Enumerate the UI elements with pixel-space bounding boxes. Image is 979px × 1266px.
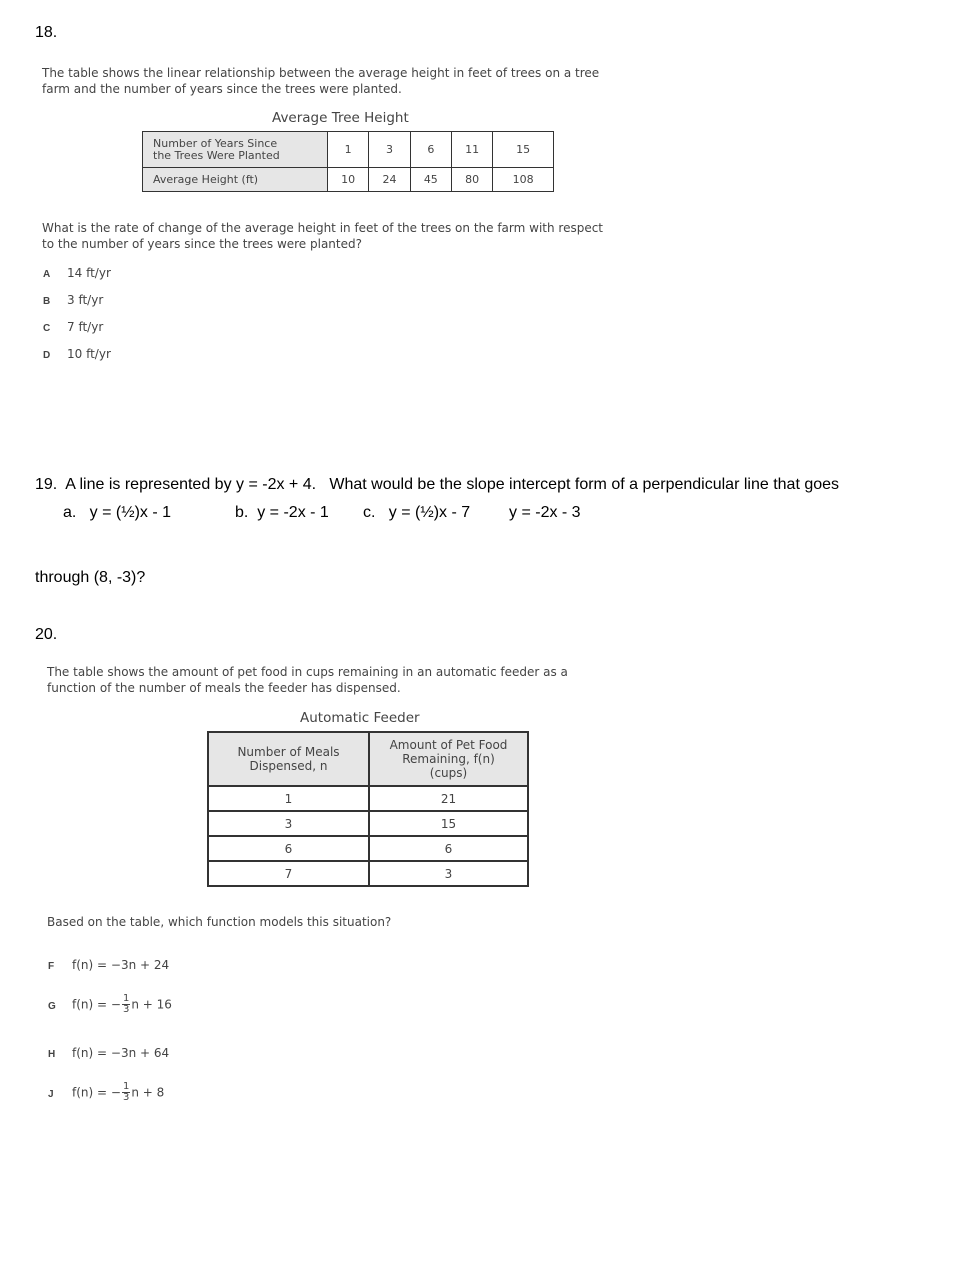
years-header-line1: Number of Years Since — [153, 136, 278, 150]
food-column-header — [369, 732, 528, 786]
option-text: 7 ft/yr — [67, 320, 104, 334]
q18-prompt-line1: The table shows the linear relationship between the average height in feet of trees on a tree — [42, 66, 600, 80]
q19-line1: 19. A line is represented by y = -2x + 4. What would be the slope intercept form of a perpendicular line that goes — [35, 476, 840, 493]
years-row — [143, 132, 554, 168]
fraction-denominator: 3 — [122, 1092, 130, 1103]
option-text: 3 ft/yr — [67, 293, 104, 307]
option-rest: + 64 — [136, 1046, 170, 1060]
table-row — [208, 786, 528, 811]
food-header-line1: Amount of Pet Food — [389, 738, 508, 752]
option-coefficient: −3n — [110, 1046, 137, 1060]
q20-number: 20. — [35, 626, 58, 643]
table-row — [208, 836, 528, 861]
years-row-header — [143, 132, 328, 168]
q20-table-title: Automatic Feeder — [300, 710, 420, 726]
option-lhs: f(n) = — [72, 1046, 111, 1060]
heights-row — [143, 168, 554, 192]
food-cell: 21 — [369, 786, 528, 811]
option-letter: J — [48, 1088, 54, 1100]
year-cell: 11 — [451, 132, 492, 168]
q18-option[interactable] — [43, 264, 111, 282]
option-coefficient: −3n — [110, 958, 137, 972]
fraction-numerator: 1 — [122, 1081, 130, 1092]
option-lhs: f(n) = — [72, 958, 111, 972]
option-letter: F — [48, 961, 55, 972]
meals-cell: 7 — [208, 861, 369, 886]
fraction-denominator: 3 — [122, 1004, 130, 1015]
year-cell: 1 — [328, 132, 369, 168]
option-letter: C — [43, 323, 51, 334]
height-cell: 10 — [328, 168, 369, 192]
meals-column-header — [208, 732, 369, 786]
feeder-table — [207, 731, 529, 887]
option-lhs: f(n) = − — [72, 997, 121, 1012]
option-text: 10 ft/yr — [67, 347, 111, 361]
fraction — [122, 1082, 130, 1103]
year-cell: 3 — [369, 132, 410, 168]
food-cell: 3 — [369, 861, 528, 886]
option-rest: n + 8 — [131, 1085, 165, 1100]
q19-option-c[interactable]: c. y = (½)x - 7 — [363, 504, 471, 521]
q18-option[interactable] — [43, 291, 103, 309]
q18-question — [42, 220, 603, 252]
q18-question-line2: to the number of years since the trees were planted? — [42, 237, 362, 251]
q18-option[interactable] — [43, 345, 111, 363]
q19-option-d[interactable]: y = -2x - 3 — [509, 504, 581, 521]
q19-option-a[interactable]: a. y = (½)x - 1 — [63, 504, 172, 521]
food-header-line3: (cups) — [429, 766, 468, 780]
q18-number: 18. — [35, 24, 58, 41]
option-letter: D — [43, 350, 51, 361]
height-cell: 80 — [451, 168, 492, 192]
q20-prompt-line2: function of the number of meals the feeder has dispensed. — [47, 681, 401, 695]
option-letter: H — [48, 1049, 56, 1060]
meals-header-line1: Number of Meals — [237, 745, 340, 759]
years-header-line2: the Trees Were Planted — [153, 148, 280, 162]
height-cell: 108 — [493, 168, 554, 192]
year-cell: 15 — [493, 132, 554, 168]
table-row — [208, 861, 528, 886]
q20-prompt-line1: The table shows the amount of pet food in cups remaining in an automatic feeder as a — [47, 665, 568, 679]
food-cell: 6 — [369, 836, 528, 861]
fraction-numerator: 1 — [122, 993, 130, 1004]
q18-prompt-line2: farm and the number of years since the trees were planted. — [42, 82, 402, 96]
q19-line2: through (8, -3)? — [35, 569, 146, 586]
option-letter: B — [43, 296, 51, 307]
meals-cell: 1 — [208, 786, 369, 811]
option-letter: G — [48, 1000, 56, 1012]
q20-option-j[interactable] — [48, 1082, 164, 1103]
q20-question: Based on the table, which function models this situation? — [47, 915, 392, 929]
meals-header-line2: Dispensed, n — [249, 759, 328, 773]
q20-prompt — [47, 664, 568, 696]
option-text: 14 ft/yr — [67, 266, 111, 280]
meals-cell: 3 — [208, 811, 369, 836]
height-cell: 45 — [410, 168, 451, 192]
table-row — [208, 811, 528, 836]
meals-cell: 6 — [208, 836, 369, 861]
option-letter: A — [43, 269, 51, 280]
q18-table-title: Average Tree Height — [272, 110, 409, 126]
tree-height-table — [142, 131, 554, 192]
year-cell: 6 — [410, 132, 451, 168]
q20-option-f[interactable] — [48, 956, 169, 974]
option-lhs: f(n) = − — [72, 1085, 121, 1100]
option-rest: n + 16 — [131, 997, 172, 1012]
food-header-line2: Remaining, f(n) — [402, 752, 495, 766]
feeder-header-row — [208, 732, 528, 786]
heights-row-header: Average Height (ft) — [143, 168, 328, 192]
option-rest: + 24 — [136, 958, 170, 972]
q19-option-b[interactable]: b. y = -2x - 1 — [235, 504, 329, 521]
q20-option-g[interactable] — [48, 994, 172, 1015]
q18-question-line1: What is the rate of change of the average height in feet of the trees on the farm with respect — [42, 221, 604, 235]
fraction — [122, 994, 130, 1015]
q18-option[interactable] — [43, 318, 103, 336]
q20-option-h[interactable] — [48, 1044, 169, 1062]
q18-prompt — [42, 65, 599, 97]
food-cell: 15 — [369, 811, 528, 836]
height-cell: 24 — [369, 168, 410, 192]
